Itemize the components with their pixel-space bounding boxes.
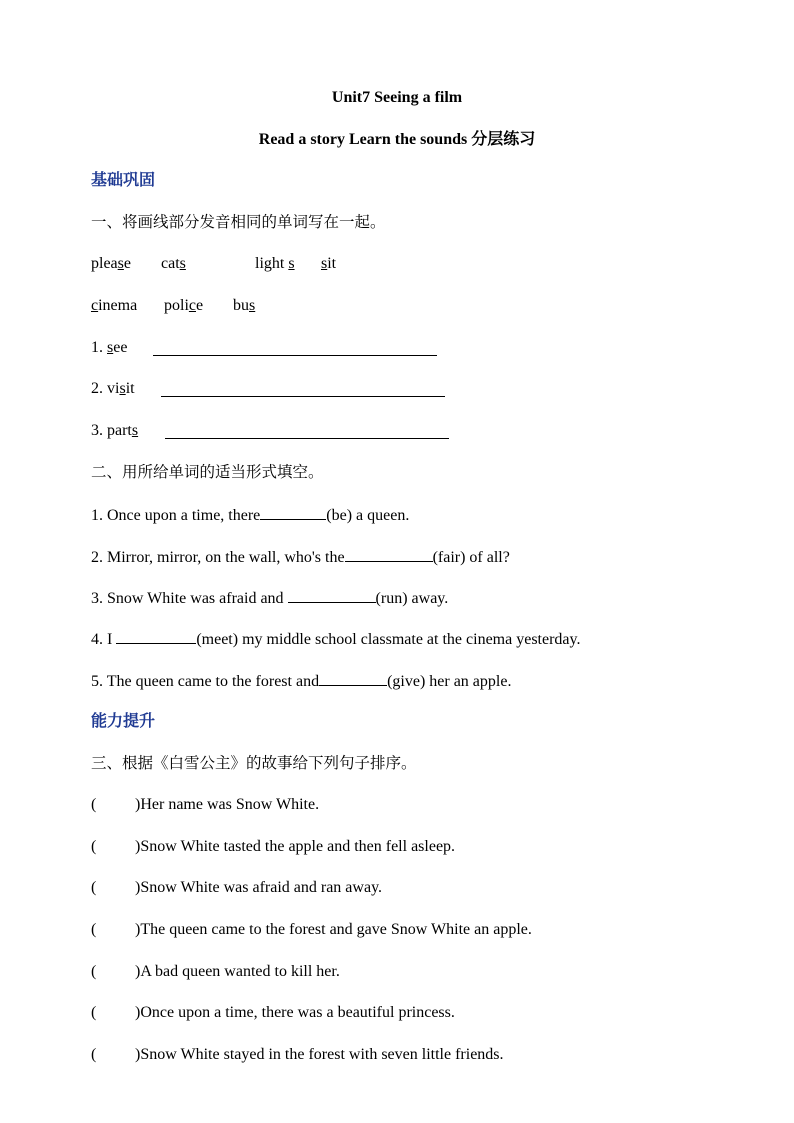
fill-item-1: 1. Once upon a time, there (be) a queen.	[91, 504, 409, 526]
fill-blank-1[interactable]	[260, 504, 326, 520]
order-answer-slot[interactable]: (	[91, 838, 97, 855]
order-item-1: ( )Her name was Snow White.	[91, 796, 320, 813]
order-item-5: ( )A bad queen wanted to kill her.	[91, 963, 340, 980]
order-item-6: ( )Once upon a time, there was a beautiful princess.	[91, 1004, 455, 1021]
word-police: police	[164, 297, 204, 314]
answer-line-2: 2. visit	[91, 379, 135, 399]
answer-line-1: 1. see	[91, 338, 127, 358]
word-bus: bus	[233, 297, 256, 314]
doc-title: Unit7 Seeing a film	[331, 89, 463, 106]
order-answer-slot[interactable]: (	[91, 963, 97, 980]
fill-item-3: 3. Snow White was afraid and (run) away.	[91, 587, 448, 609]
question-3-instruction: 三、根据《白雪公主》的故事给下列句子排序。	[91, 754, 417, 772]
fill-blank-2[interactable]	[345, 546, 433, 562]
answer-line-3: 3. parts	[91, 421, 138, 441]
fill-blank-5[interactable]	[319, 670, 387, 686]
section-heading-basic: 基础巩固	[91, 170, 156, 189]
order-item-7: ( )Snow White stayed in the forest with seven little friends.	[91, 1046, 504, 1063]
order-answer-slot[interactable]: (	[91, 921, 97, 938]
order-answer-slot[interactable]: (	[91, 796, 97, 813]
doc-subtitle: Read a story Learn the sounds 分层练习	[258, 131, 536, 148]
word-cinema: cinema	[91, 297, 138, 314]
answer-blank-2[interactable]	[161, 381, 445, 397]
order-item-3: ( )Snow White was afraid and ran away.	[91, 879, 383, 896]
section-heading-advanced: 能力提升	[91, 711, 156, 730]
word-lights: light s	[255, 255, 295, 272]
answer-blank-1[interactable]	[153, 340, 437, 356]
answer-blank-3[interactable]	[165, 423, 449, 439]
order-item-4: ( )The queen came to the forest and gave Snow White an apple.	[91, 921, 532, 938]
fill-item-2: 2. Mirror, mirror, on the wall, who's the (fair) of all?	[91, 546, 510, 568]
order-answer-slot[interactable]: (	[91, 1004, 97, 1021]
question-1-instruction: 一、将画线部分发音相同的单词写在一起。	[91, 213, 386, 231]
word-please: please	[91, 255, 131, 272]
order-answer-slot[interactable]: (	[91, 879, 97, 896]
word-sit: sit	[321, 255, 337, 272]
fill-blank-4[interactable]	[116, 628, 196, 644]
fill-item-4: 4. I (meet) my middle school classmate at the cinema yesterday.	[91, 628, 580, 650]
fill-blank-3[interactable]	[288, 587, 376, 603]
fill-item-5: 5. The queen came to the forest and (give) her an apple.	[91, 670, 511, 692]
question-2-instruction: 二、用所给单词的适当形式填空。	[91, 463, 324, 481]
order-answer-slot[interactable]: (	[91, 1046, 97, 1063]
word-cats: cats	[161, 255, 186, 272]
order-item-2: ( )Snow White tasted the apple and then fell asleep.	[91, 838, 456, 855]
